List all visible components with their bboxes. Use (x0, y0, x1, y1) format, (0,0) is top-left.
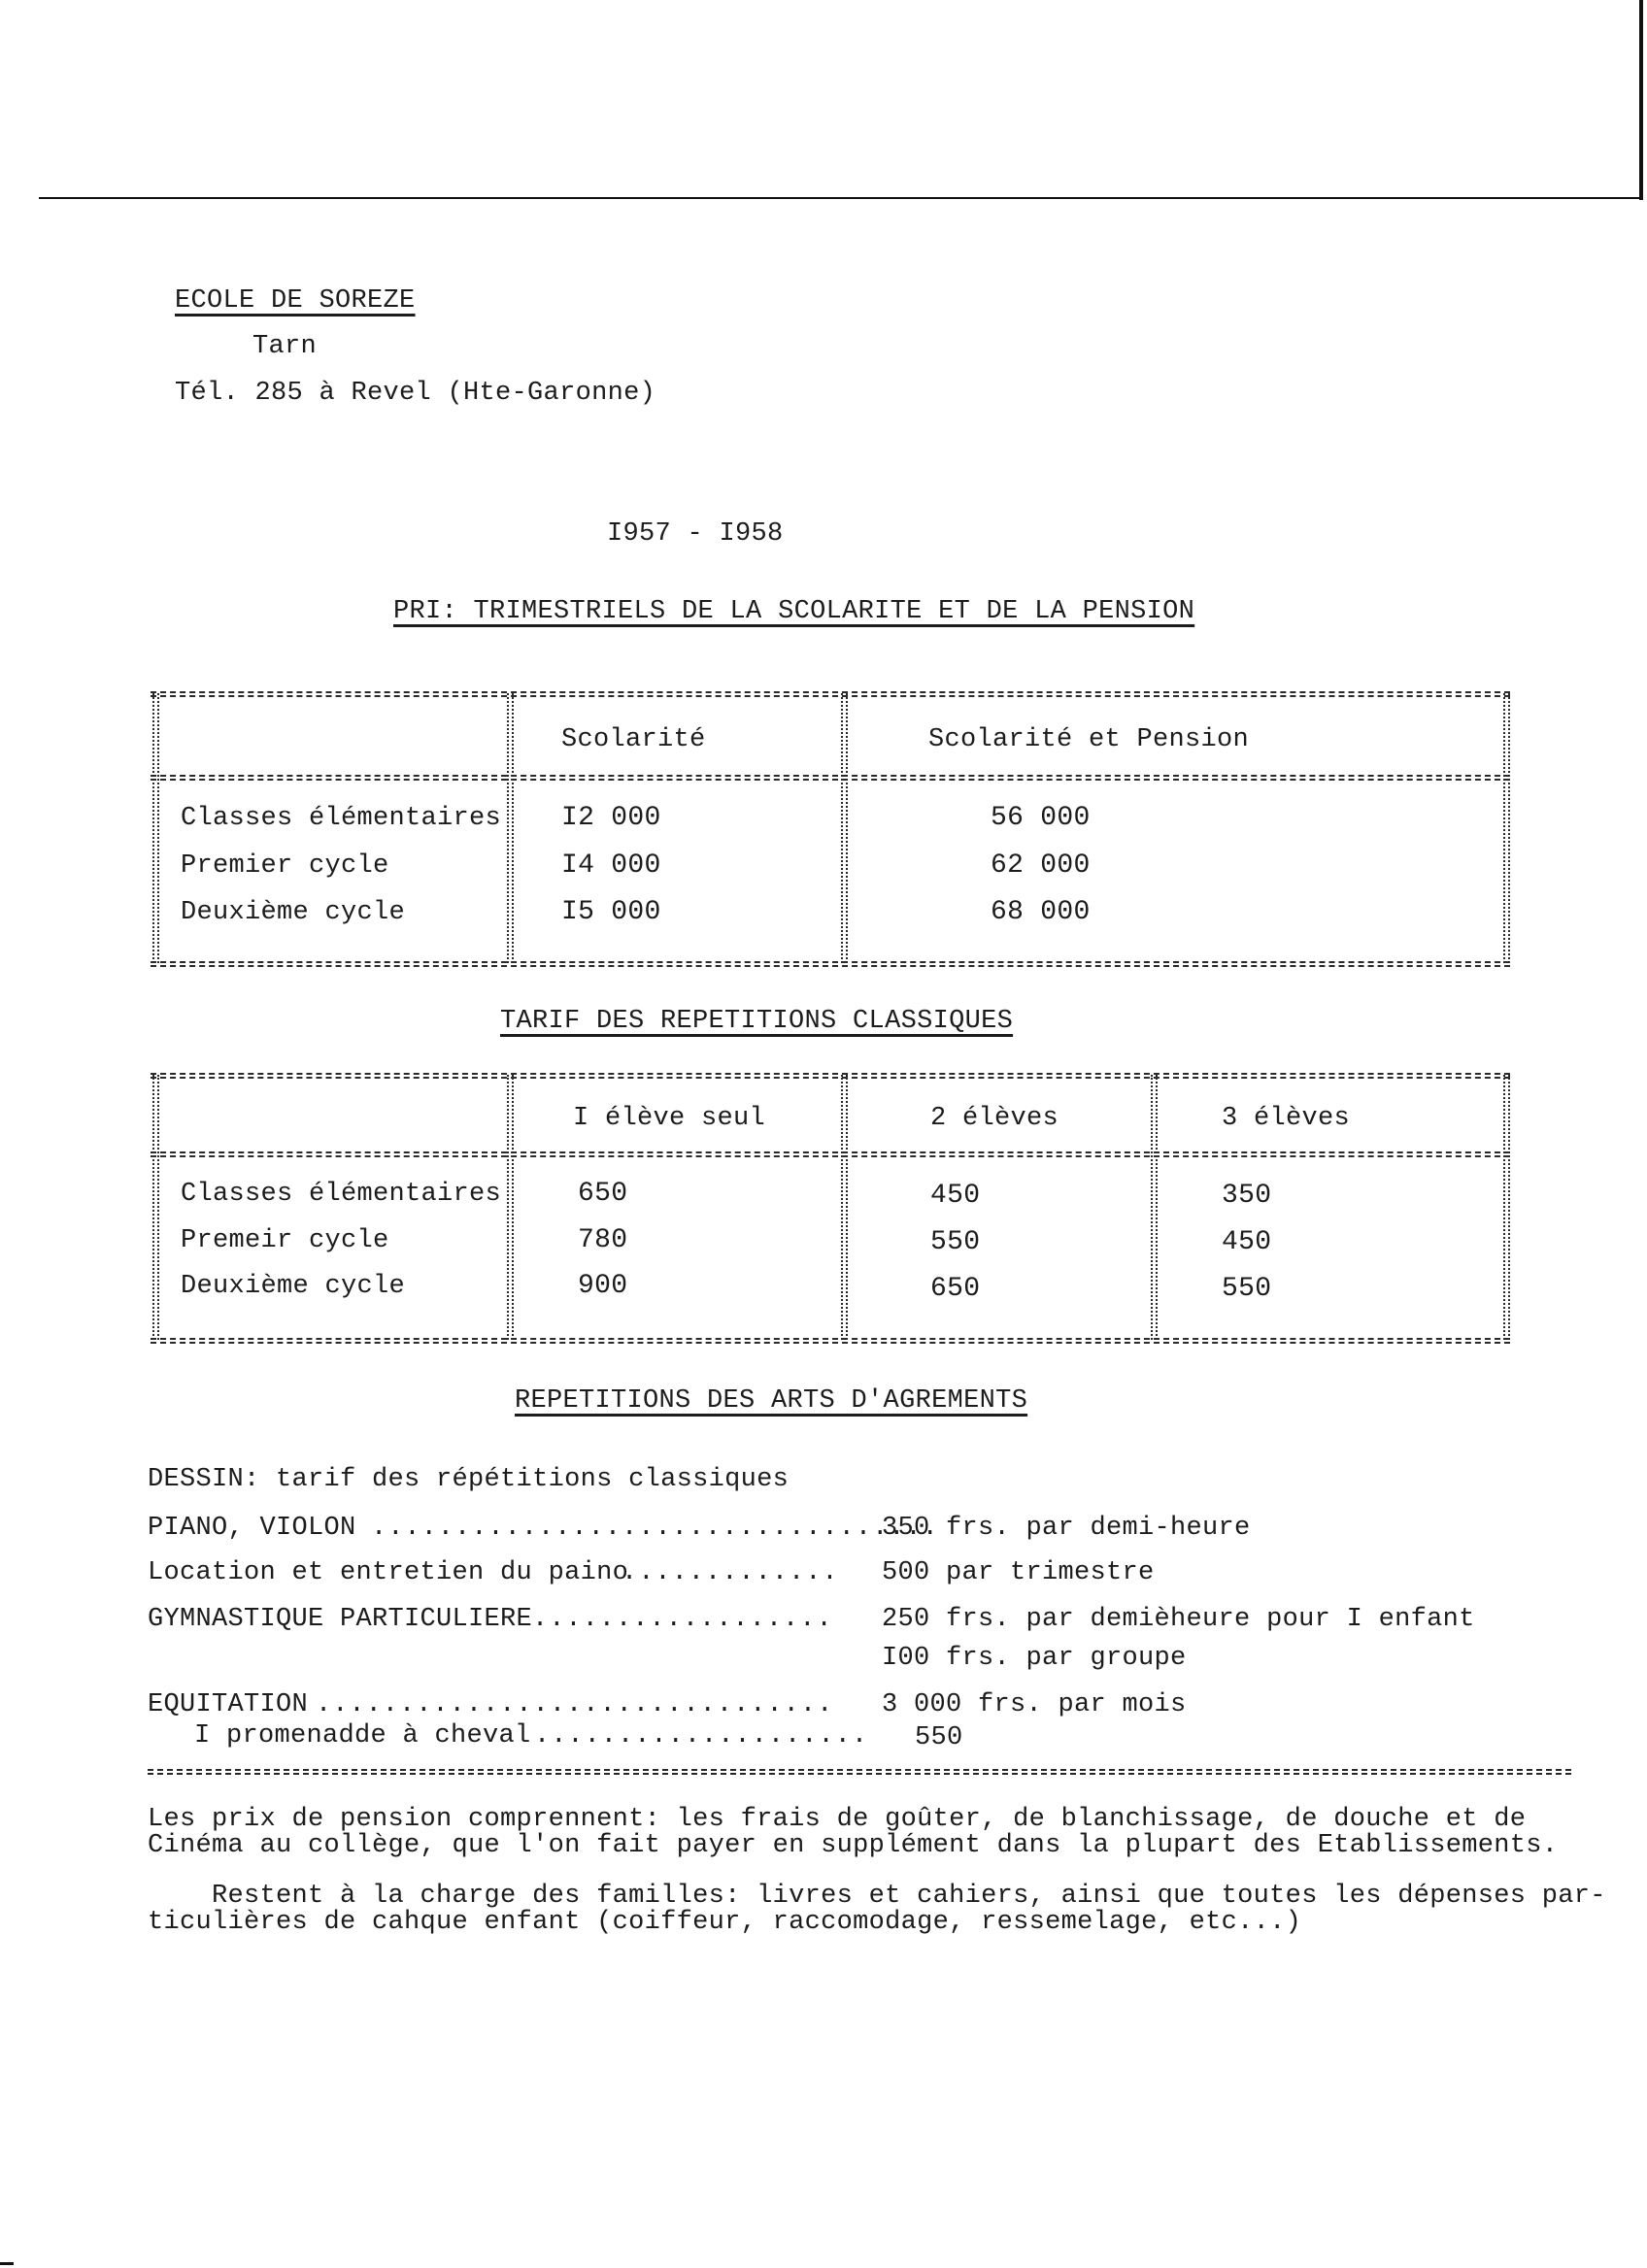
one-student-value: 650 (578, 1179, 628, 1209)
two-students-value: 450 (930, 1181, 981, 1211)
school-year: I957 - I958 (607, 519, 784, 549)
leader-dots: ............................... (316, 1690, 834, 1719)
three-students-value: 550 (1222, 1274, 1272, 1304)
table2-header-three-students: 3 élèves (1222, 1104, 1351, 1133)
item-price-group: I00 frs. par groupe (882, 1644, 1187, 1673)
item-label: PIANO, VIOLON (148, 1514, 356, 1543)
one-student-value: 900 (578, 1271, 628, 1301)
table1-col-divider-2 (841, 693, 843, 963)
scolarite-value: I4 000 (561, 850, 661, 881)
table2-left-border (152, 1075, 154, 1340)
table2-top-border (151, 1073, 1510, 1075)
row-label: Deuxième cycle (181, 1272, 406, 1301)
leader-dots: .................................. (371, 1514, 939, 1543)
note-line-2: Cinéma au collège, que l'on fait payer en supplément dans la plupart des Etablissements. (148, 1831, 1559, 1860)
table2-header-two-students: 2 élèves (930, 1104, 1059, 1133)
table2-col-divider-3 (1151, 1075, 1153, 1340)
section1-title: PRI: TRIMESTRIELS DE LA SCOLARITE ET DE LA PENSION (393, 597, 1195, 626)
table1-right-border (1503, 693, 1505, 963)
three-students-value: 350 (1222, 1181, 1272, 1211)
table2-header-divider (151, 1151, 1510, 1153)
pension-value: 62 000 (991, 850, 1091, 881)
right-page-edge (1639, 0, 1643, 200)
item-label: Location et entretien du paino (148, 1558, 629, 1587)
row-label: Premier cycle (181, 851, 389, 881)
two-students-value: 650 (930, 1274, 981, 1304)
pension-value: 56 000 (991, 803, 1091, 833)
pension-value: 68 000 (991, 897, 1091, 927)
leader-dots: ............. (622, 1558, 839, 1587)
item-price: 500 par trimestre (882, 1558, 1155, 1587)
item-price: 250 frs. par demièheure pour I enfant (882, 1605, 1475, 1634)
three-students-value: 450 (1222, 1227, 1272, 1257)
table1-top-border (151, 691, 1510, 693)
item-label: I promenadde à cheval (194, 1721, 531, 1751)
row-label: Deuxième cycle (181, 898, 406, 927)
scolarite-value: I5 000 (561, 897, 661, 927)
item-price: 550 (915, 1723, 963, 1752)
table1-left-border (152, 693, 154, 963)
table2-col-divider-1 (507, 1075, 509, 1340)
leader-dots: .................. (532, 1605, 833, 1634)
top-page-rule (39, 197, 1643, 199)
section-separator-rule (148, 1769, 1571, 1771)
table1-header-scolarite: Scolarité (561, 725, 706, 754)
row-label: Classes élémentaires (181, 1180, 502, 1209)
department: Tarn (252, 332, 318, 361)
dessin-line: DESSIN: tarif des répétitions classiques (148, 1465, 790, 1494)
school-name: ECOLE DE SOREZE (175, 286, 416, 316)
row-label: Classes élémentaires (181, 804, 502, 833)
item-label: GYMNASTIQUE PARTICULIERE (148, 1605, 533, 1634)
item-price: 350 frs. par demi-heure (882, 1514, 1251, 1543)
two-students-value: 550 (930, 1227, 981, 1257)
note-line-4: ticulières de cahque enfant (coiffeur, raccomodage, ressemelage, etc...) (148, 1908, 1302, 1937)
table2-header-one-student: I élève seul (573, 1104, 766, 1133)
item-price: 3 000 frs. par mois (882, 1690, 1187, 1719)
section2-title: TARIF DES REPETITIONS CLASSIQUES (500, 1007, 1014, 1036)
table2-col-divider-2 (841, 1075, 843, 1340)
note-line-1: Les prix de pension comprennent: les frais de goûter, de blanchissage, de douche et de (148, 1805, 1527, 1834)
phone-line: Tél. 285 à Revel (Hte-Garonne) (175, 379, 656, 408)
one-student-value: 780 (578, 1225, 628, 1255)
scolarite-value: I2 000 (561, 803, 661, 833)
item-label: EQUITATION (148, 1690, 309, 1719)
section3-title: REPETITIONS DES ARTS D'AGREMENTS (515, 1386, 1028, 1416)
table2-right-border (1503, 1075, 1505, 1340)
bottom-corner-mark (0, 2262, 14, 2265)
table1-col-divider-1 (507, 693, 509, 963)
table1-bottom-border (151, 961, 1510, 963)
table1-header-divider (151, 775, 1510, 777)
row-label: Premeir cycle (181, 1226, 389, 1255)
leader-dots: .................... (534, 1721, 869, 1751)
table1-header-pension: Scolarité et Pension (928, 725, 1250, 754)
table2-bottom-border (151, 1338, 1510, 1340)
note-line-3: Restent à la charge des familles: livres et cahiers, ainsi que toutes les dépenses par- (148, 1882, 1606, 1911)
